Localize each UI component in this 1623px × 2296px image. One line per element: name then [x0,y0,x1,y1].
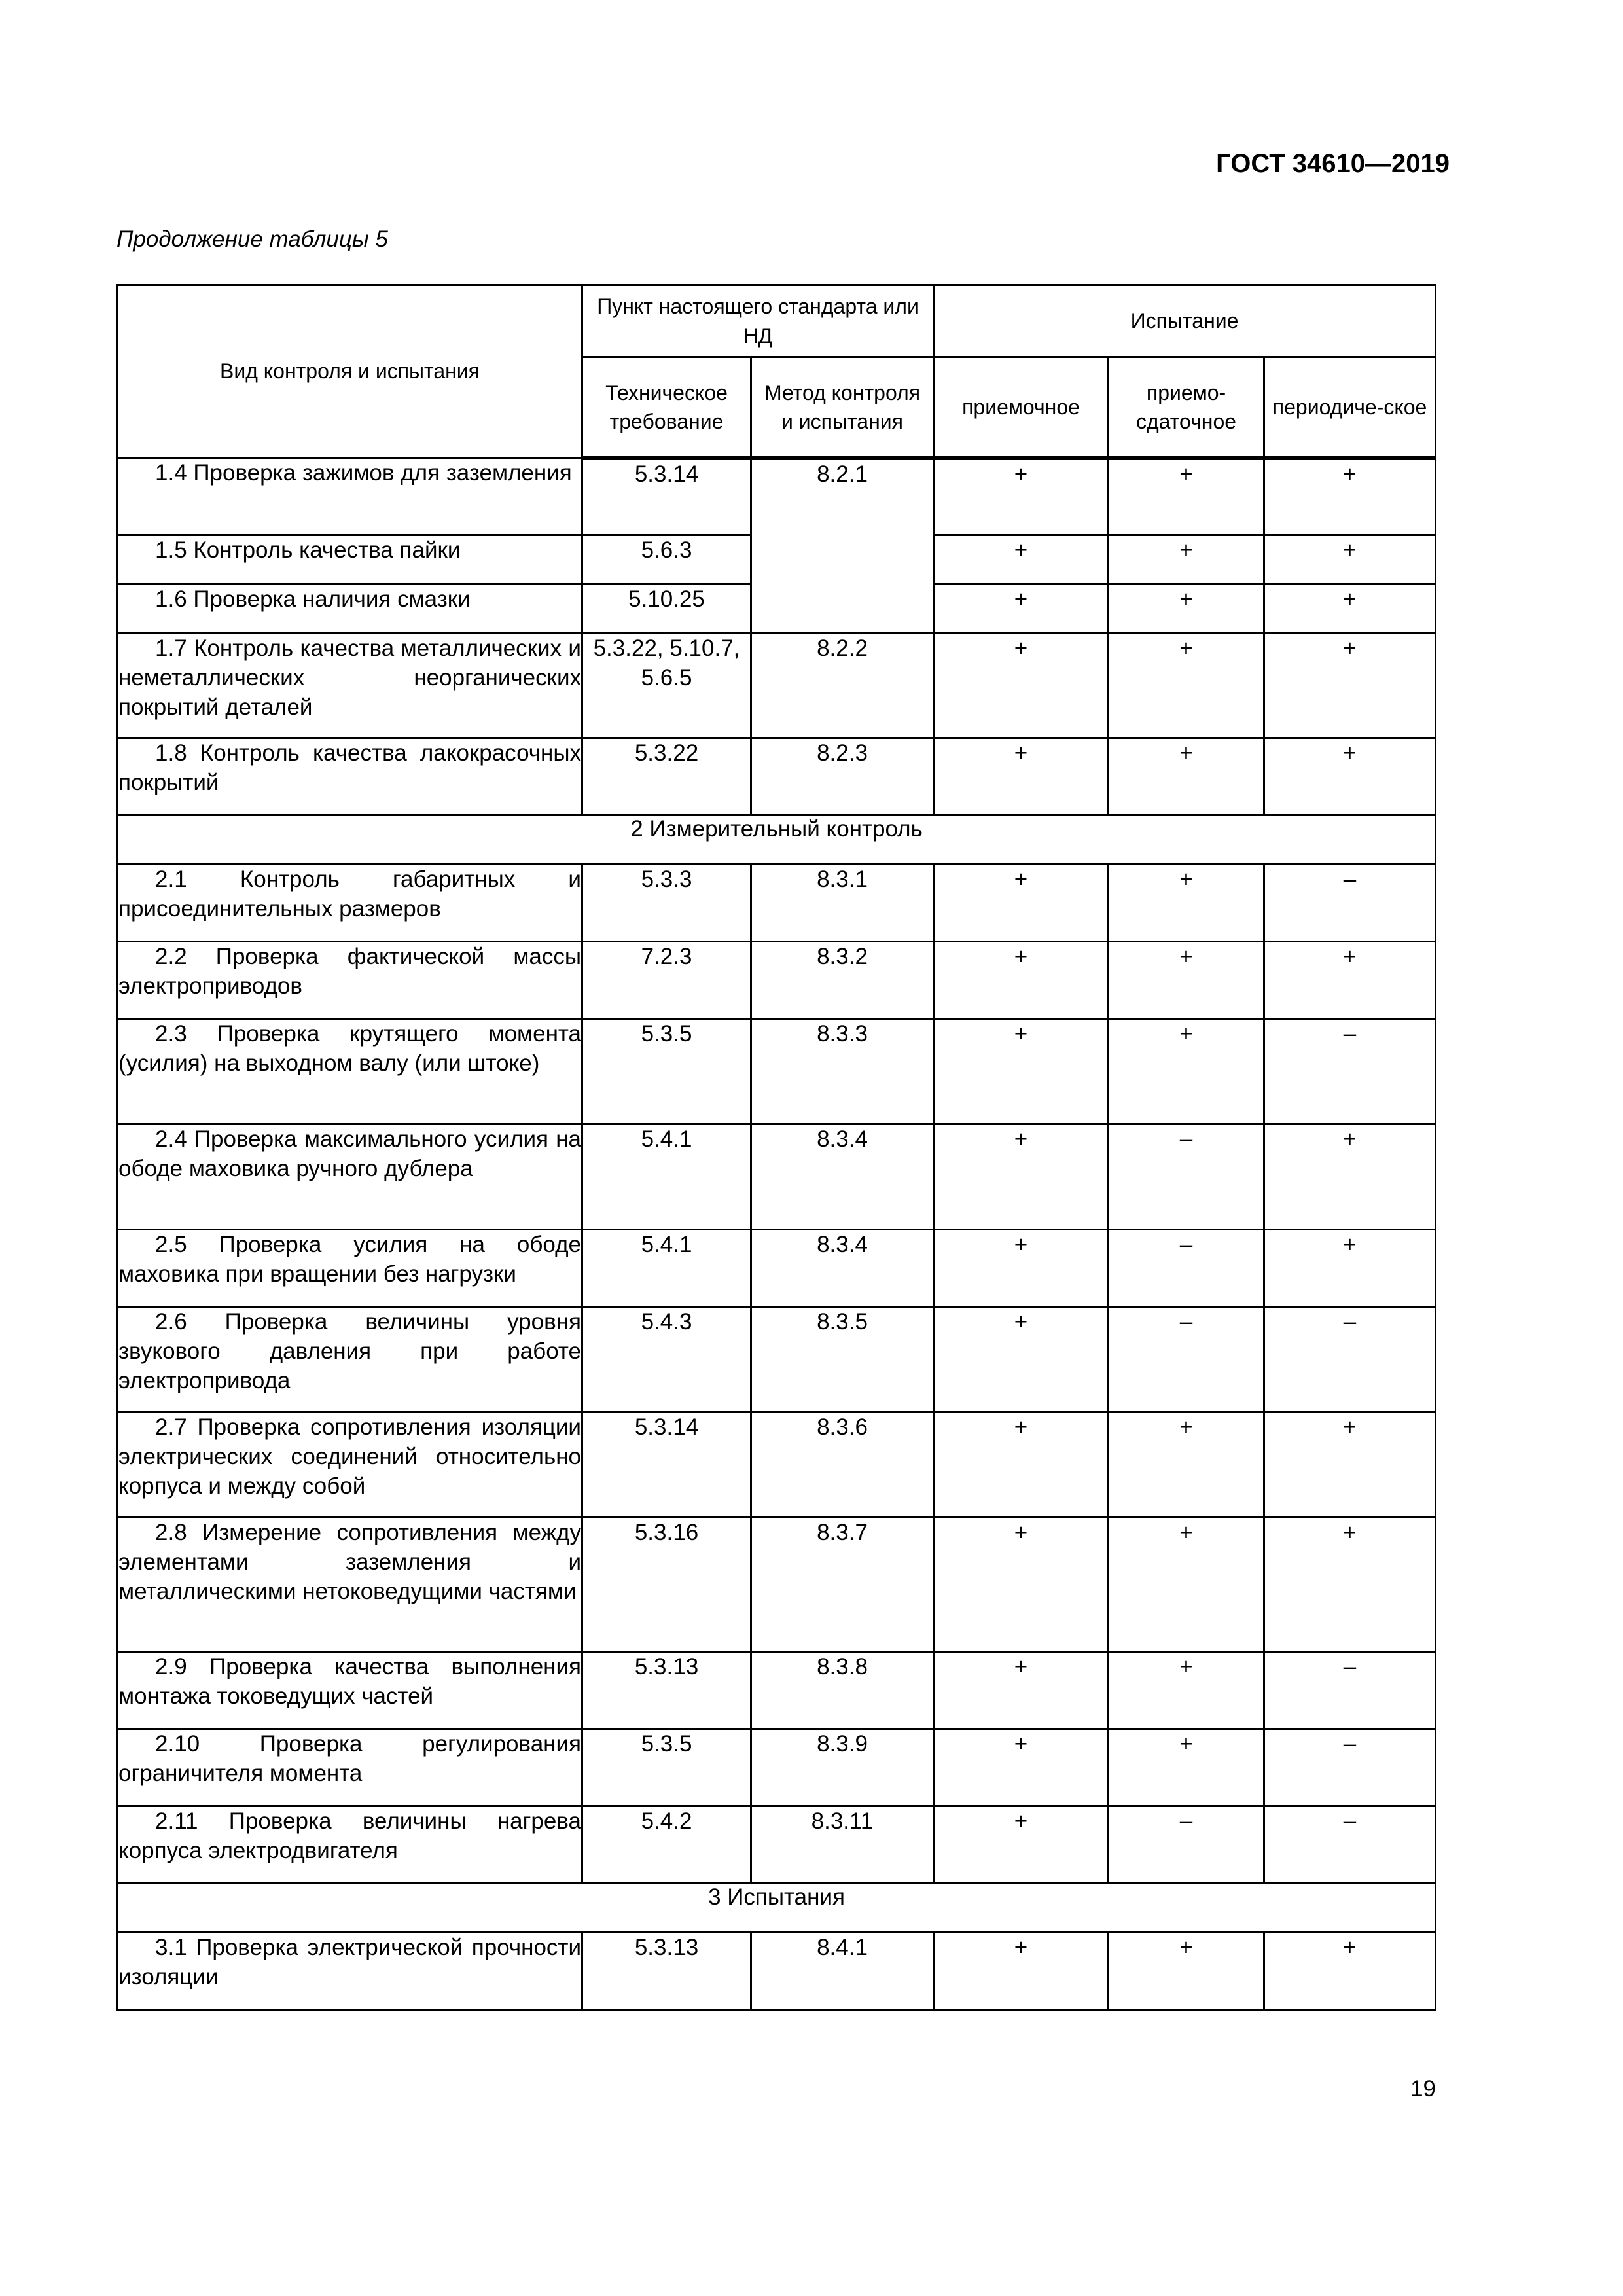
row-name: 2.7 Проверка сопротивления изоляции электрических соединений относительно корпуса и между собой [118,1412,582,1518]
table-row [118,1933,1436,2010]
row-method: 8.3.1 [751,865,934,942]
row-periodic-mark: + [1264,584,1436,634]
row-requirement: 5.3.14 [582,1412,751,1518]
row-name: 2.5 Проверка усилия на ободе маховика при вращении без нагрузки [118,1230,582,1307]
row-method: 8.3.6 [751,1412,934,1518]
table-row [118,1230,1436,1307]
row-acceptance-mark: + [934,1652,1109,1729]
row-periodic-mark: – [1264,1307,1436,1412]
row-acceptance-mark: + [934,1019,1109,1124]
row-name: 1.6 Проверка наличия смазки [118,584,582,634]
row-periodic-mark: + [1264,1124,1436,1230]
row-handover-mark: – [1109,1230,1264,1307]
row-name: 2.2 Проверка фактической массы электроприводов [118,942,582,1019]
row-handover-mark: + [1109,1518,1264,1652]
row-handover-mark: – [1109,1307,1264,1412]
table-row [118,458,1436,535]
row-method: 8.3.8 [751,1652,934,1729]
row-method: 8.3.9 [751,1729,934,1806]
row-periodic-mark: – [1264,865,1436,942]
row-periodic-mark: + [1264,634,1436,738]
row-handover-mark: + [1109,865,1264,942]
row-name: 2.1 Контроль габаритных и присоединительных размеров [118,865,582,942]
row-handover-mark: + [1109,1019,1264,1124]
row-requirement: 5.3.16 [582,1518,751,1652]
row-acceptance-mark: + [934,942,1109,1019]
row-handover-mark: + [1109,458,1264,535]
table-row [118,634,1436,738]
table-row [118,942,1436,1019]
section-heading: 3 Испытания [118,1884,1436,1933]
row-method: 8.3.4 [751,1230,934,1307]
row-method: 8.3.5 [751,1307,934,1412]
row-acceptance-mark: + [934,738,1109,816]
row-method-merged: 8.2.1 [751,458,934,634]
row-handover-mark: + [1109,535,1264,584]
row-name: 1.7 Контроль качества металлических и неметаллических неорганических покрытий деталей [118,634,582,738]
row-name: 2.9 Проверка качества выполнения монтажа токоведущих частей [118,1652,582,1729]
row-handover-mark: + [1109,1652,1264,1729]
table-row [118,1124,1436,1230]
row-handover-mark: – [1109,1806,1264,1884]
row-method: 8.3.7 [751,1518,934,1652]
table-row [118,1652,1436,1729]
row-requirement: 7.2.3 [582,942,751,1019]
row-method: 8.3.2 [751,942,934,1019]
row-periodic-mark: – [1264,1729,1436,1806]
row-periodic-mark: – [1264,1806,1436,1884]
table-row [118,1307,1436,1412]
row-acceptance-mark: + [934,1518,1109,1652]
row-periodic-mark: + [1264,1518,1436,1652]
row-method: 8.3.4 [751,1124,934,1230]
row-method: 8.2.2 [751,634,934,738]
header-acceptance-test: приемочное [934,357,1109,458]
row-handover-mark: + [1109,738,1264,816]
row-periodic-mark: – [1264,1019,1436,1124]
row-name: 3.1 Проверка электрической прочности изоляции [118,1933,582,2010]
header-method: Метод контроля и испытания [751,357,934,458]
row-periodic-mark: + [1264,458,1436,535]
table-row [118,1806,1436,1884]
row-handover-mark: + [1109,584,1264,634]
row-name: 2.6 Проверка величины уровня звукового давления при работе электропривода [118,1307,582,1412]
row-periodic-mark: + [1264,1230,1436,1307]
row-handover-mark: + [1109,1933,1264,2010]
table-row [118,1019,1436,1124]
row-requirement: 5.4.3 [582,1307,751,1412]
row-acceptance-mark: + [934,1412,1109,1518]
row-requirement: 5.6.3 [582,535,751,584]
table-row [118,1518,1436,1652]
row-requirement: 5.4.1 [582,1124,751,1230]
row-acceptance-mark: + [934,458,1109,535]
row-handover-mark: + [1109,634,1264,738]
row-acceptance-mark: + [934,1124,1109,1230]
row-method: 8.3.3 [751,1019,934,1124]
row-requirement: 5.3.5 [582,1019,751,1124]
row-requirement: 5.3.22 [582,738,751,816]
row-requirement: 5.3.3 [582,865,751,942]
row-method: 8.4.1 [751,1933,934,2010]
table-caption: Продолжение таблицы 5 [116,226,388,252]
row-method: 8.3.11 [751,1806,934,1884]
header-clause-group: Пункт настоящего стандарта или НД [582,285,934,357]
row-periodic-mark: + [1264,1412,1436,1518]
row-requirement: 5.3.13 [582,1933,751,2010]
row-periodic-mark: – [1264,1652,1436,1729]
row-handover-mark: – [1109,1124,1264,1230]
row-requirement: 5.3.5 [582,1729,751,1806]
table-row [118,1729,1436,1806]
row-handover-mark: + [1109,1729,1264,1806]
row-periodic-mark: + [1264,738,1436,816]
row-name: 2.10 Проверка регулирования ограничителя момента [118,1729,582,1806]
table-row [118,1412,1436,1518]
row-acceptance-mark: + [934,865,1109,942]
row-requirement: 5.4.2 [582,1806,751,1884]
header-handover-test: приемо-сдаточное [1109,357,1264,458]
row-acceptance-mark: + [934,1933,1109,2010]
row-method: 8.2.3 [751,738,934,816]
row-name: 2.8 Измерение сопротивления между элементами заземления и металлическими нетоковедущими частями [118,1518,582,1652]
row-name: 1.8 Контроль качества лакокрасочных покрытий [118,738,582,816]
row-periodic-mark: + [1264,942,1436,1019]
control-tests-table [116,284,1436,2011]
row-acceptance-mark: + [934,1806,1109,1884]
header-test-group: Испытание [934,285,1436,357]
table-row [118,865,1436,942]
row-handover-mark: + [1109,942,1264,1019]
row-acceptance-mark: + [934,1230,1109,1307]
header-periodic-test: периодиче-ское [1264,357,1436,458]
header-control-type: Вид контроля и испытания [118,285,582,458]
row-requirement: 5.3.22, 5.10.7, 5.6.5 [582,634,751,738]
row-requirement: 5.3.14 [582,458,751,535]
row-acceptance-mark: + [934,1307,1109,1412]
header-technical-requirement: Техническое требование [582,357,751,458]
row-name: 2.11 Проверка величины нагрева корпуса электродвигателя [118,1806,582,1884]
row-requirement: 5.3.13 [582,1652,751,1729]
section-row [118,816,1436,865]
row-handover-mark: + [1109,1412,1264,1518]
row-periodic-mark: + [1264,535,1436,584]
row-acceptance-mark: + [934,1729,1109,1806]
table-row [118,738,1436,816]
row-requirement: 5.4.1 [582,1230,751,1307]
document-number: ГОСТ 34610—2019 [1216,149,1450,178]
row-name: 2.4 Проверка максимального усилия на ободе маховика ручного дублера [118,1124,582,1230]
row-acceptance-mark: + [934,535,1109,584]
row-acceptance-mark: + [934,634,1109,738]
row-requirement: 5.10.25 [582,584,751,634]
row-periodic-mark: + [1264,1933,1436,2010]
section-row [118,1884,1436,1933]
row-name: 2.3 Проверка крутящего момента (усилия) на выходном валу (или штоке) [118,1019,582,1124]
row-acceptance-mark: + [934,584,1109,634]
page-number: 19 [1410,2076,1436,2102]
section-heading: 2 Измерительный контроль [118,816,1436,865]
row-name: 1.4 Проверка зажимов для заземления [118,458,582,535]
row-name: 1.5 Контроль качества пайки [118,535,582,584]
